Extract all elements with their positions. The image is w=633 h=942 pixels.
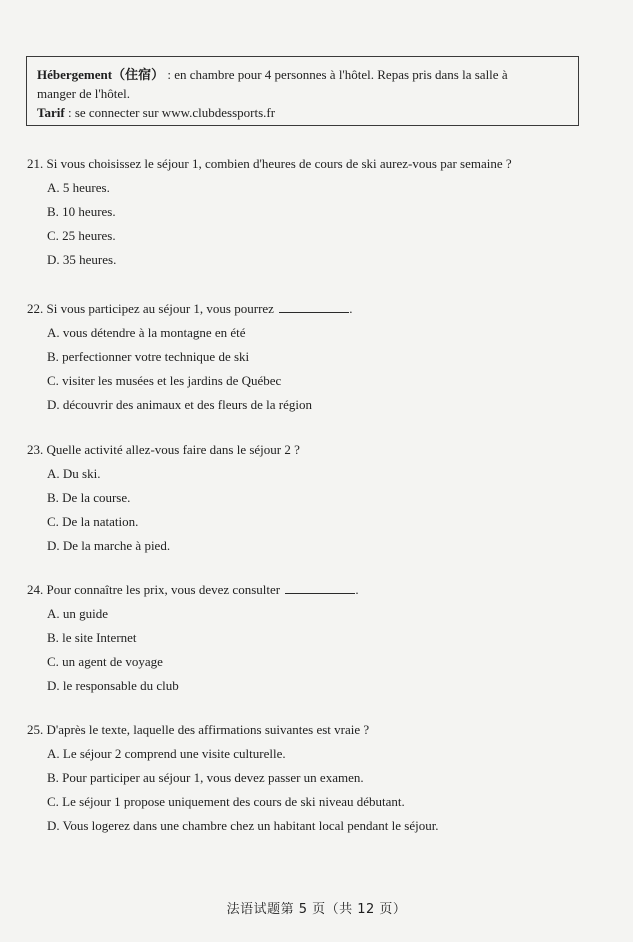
question-23 (27, 438, 607, 558)
option-d: D. De la marche à pied. (47, 538, 171, 553)
option-c: C. un agent de voyage (47, 654, 163, 669)
tarif-label: Tarif (37, 105, 65, 120)
answer-blank (285, 579, 355, 594)
option-b: B. le site Internet (47, 630, 137, 645)
question-22 (27, 297, 607, 417)
accommodation-text: : en chambre pour 4 personnes à l'hôtel. Repas pris dans la salle à (164, 67, 508, 82)
info-box (26, 56, 579, 126)
question-stem (27, 438, 607, 462)
option-b: B. Pour participer au séjour 1, vous devez passer un examen. (47, 770, 364, 785)
option-c: C. 25 heures. (47, 228, 116, 243)
question-21 (27, 152, 607, 272)
option-c: C. De la natation. (47, 514, 139, 529)
question-25 (27, 718, 607, 838)
option-a: A. vous détendre à la montagne en été (47, 325, 246, 340)
stem-suffix: . (355, 582, 359, 597)
option-a: A. Du ski. (47, 466, 101, 481)
option-d: D. découvrir des animaux et des fleurs de la région (47, 397, 312, 412)
accommodation-label: Hébergement（住宿） (37, 67, 165, 82)
option-a: A. Le séjour 2 comprend une visite culturelle. (47, 746, 286, 761)
question-text: 22. Si vous participez au séjour 1, vous pourrez (27, 301, 274, 316)
accommodation-line-2: manger de l'hôtel. (37, 86, 130, 101)
option-d: D. 35 heures. (47, 252, 117, 267)
question-stem (27, 152, 607, 176)
question-stem (27, 578, 607, 602)
page-footer: 法语试题第 5 页（共 12 页） (226, 902, 407, 917)
question-stem (27, 297, 607, 321)
option-b: B. perfectionner votre technique de ski (47, 349, 250, 364)
option-a: A. un guide (47, 606, 109, 621)
stem-suffix: . (349, 301, 353, 316)
option-c: C. visiter les musées et les jardins de Québec (47, 373, 282, 388)
option-b: B. De la course. (47, 490, 131, 505)
option-a: A. 5 heures. (47, 180, 110, 195)
option-b: B. 10 heures. (47, 204, 116, 219)
option-d: D. Vous logerez dans une chambre chez un habitant local pendant le séjour. (47, 818, 439, 833)
question-stem (27, 718, 607, 742)
option-c: C. Le séjour 1 propose uniquement des cours de ski niveau débutant. (47, 794, 405, 809)
question-text: 23. Quelle activité allez-vous faire dans le séjour 2 ? (27, 442, 300, 457)
question-text: 21. Si vous choisissez le séjour 1, combien d'heures de cours de ski aurez-vous par semaine ? (27, 156, 512, 171)
question-text: 24. Pour connaître les prix, vous devez consulter (27, 582, 281, 597)
tarif-line (37, 103, 568, 122)
question-text: 25. D'après le texte, laquelle des affirmations suivantes est vraie ? (27, 722, 370, 737)
option-d: D. le responsable du club (47, 678, 179, 693)
tarif-text: : se connecter sur www.clubdessports.fr (64, 105, 276, 120)
answer-blank (279, 298, 349, 313)
accommodation-line (37, 65, 568, 84)
question-24 (27, 578, 607, 698)
